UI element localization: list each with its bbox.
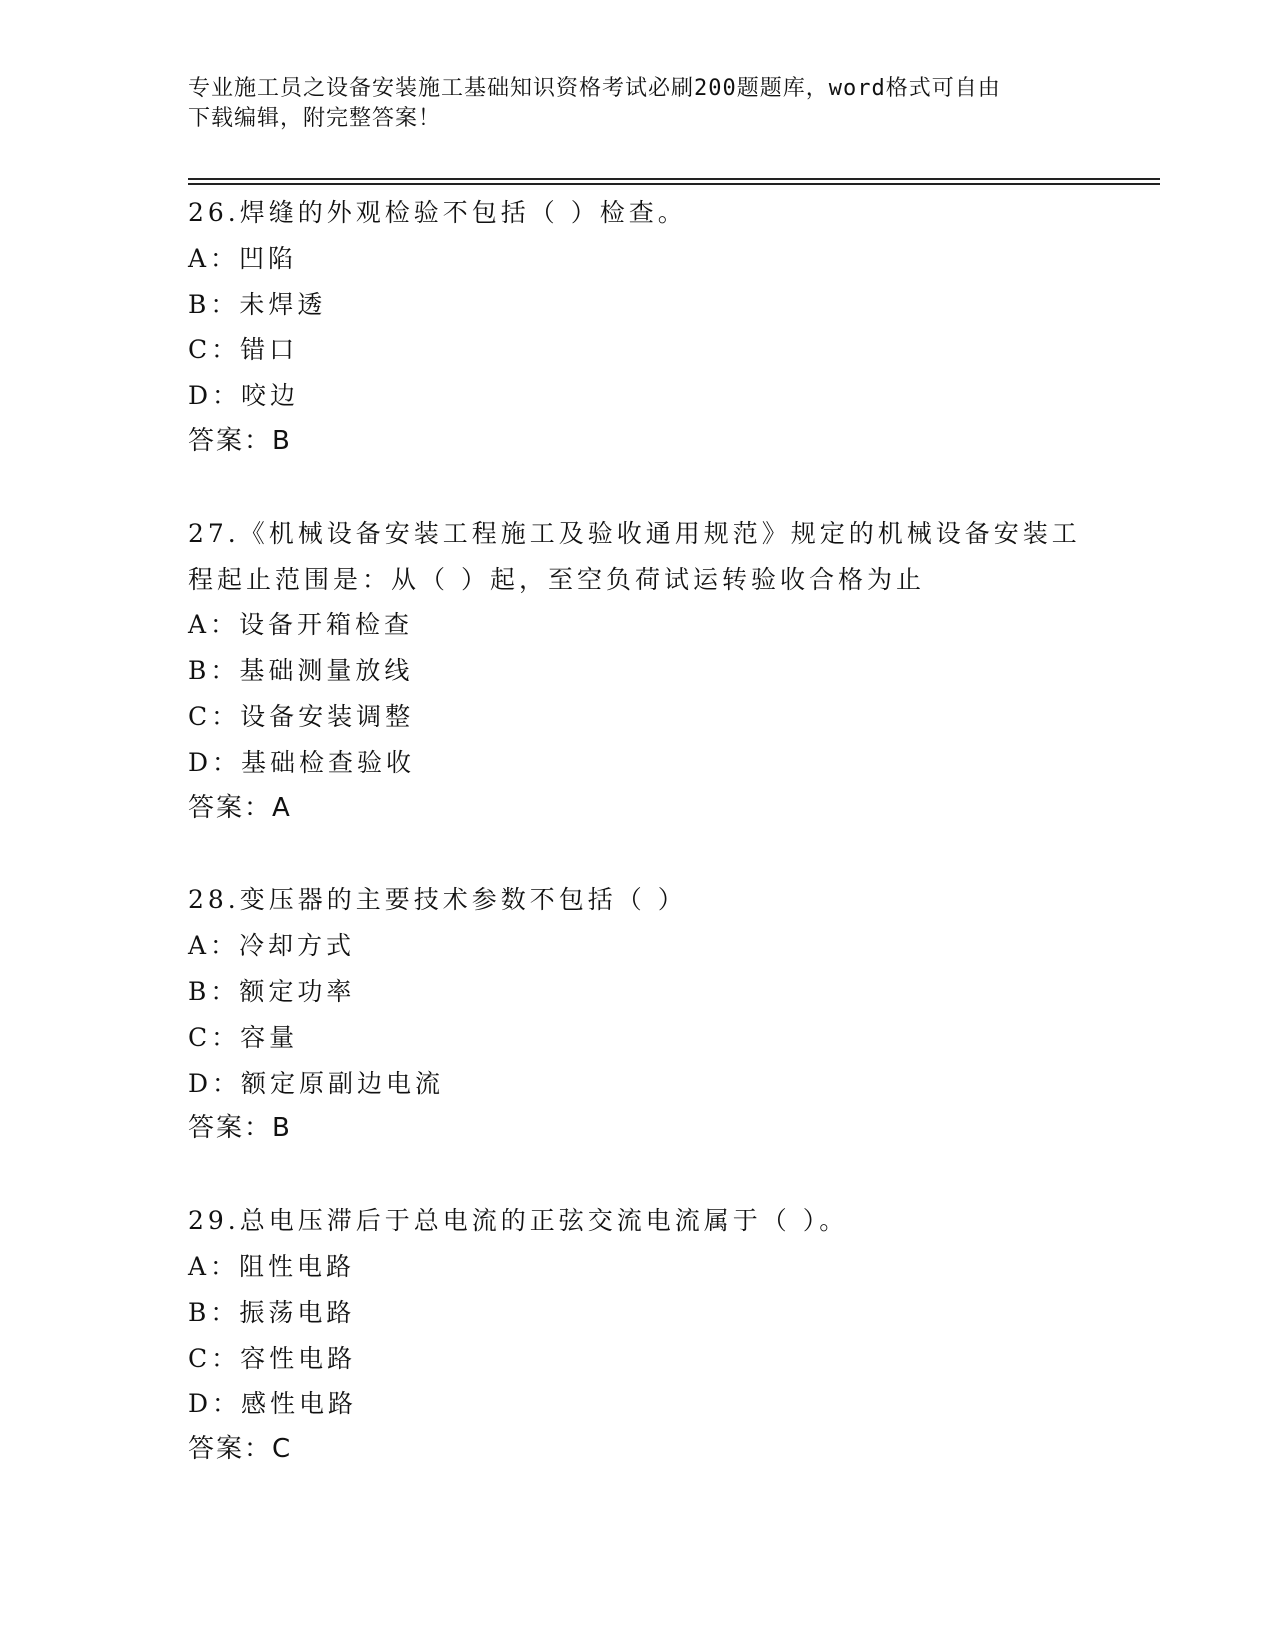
question-26 [188, 190, 1148, 465]
answer-line: 答案：C [188, 1434, 293, 1465]
document-header [188, 74, 1088, 134]
question-stem: 28.变压器的主要技术参数不包括（ ） [188, 885, 687, 915]
option-b: B：基础测量放线 [188, 656, 414, 686]
question-stem: 29.总电压滞后于总电流的正弦交流电流属于（ ）。 [188, 1206, 849, 1236]
option-b: B：振荡电路 [188, 1297, 356, 1327]
answer-line: 答案：B [188, 425, 292, 456]
option-a: A：冷却方式 [188, 931, 356, 961]
option-a: A：凹陷 [188, 243, 298, 273]
option-d: D：咬边 [188, 381, 300, 411]
option-d: D：感性电路 [188, 1389, 358, 1419]
option-d: D：额定原副边电流 [188, 1068, 445, 1098]
question-stem: 27.《机械设备安装工程施工及验收通用规范》规定的机械设备安装工 [188, 518, 1081, 548]
option-c: C：错口 [188, 335, 299, 365]
question-list [188, 190, 1148, 1519]
header-line-2: 下载编辑，附完整答案！ [188, 106, 442, 131]
option-c: C：容量 [188, 1022, 299, 1052]
answer-line: 答案：A [188, 792, 292, 823]
option-a: A：设备开箱检查 [188, 610, 414, 640]
question-stem-continued: 程起止范围是：从（ ）起，至空负荷试运转验收合格为止 [188, 564, 925, 594]
question-28 [188, 877, 1148, 1152]
option-b: B：额定功率 [188, 976, 356, 1006]
question-29 [188, 1198, 1148, 1473]
header-divider-top [188, 178, 1160, 180]
option-c: C：设备安装调整 [188, 701, 415, 731]
option-a: A：阻性电路 [188, 1251, 356, 1281]
question-27 [188, 511, 1148, 832]
header-line-1: 专业施工员之设备安装施工基础知识资格考试必刷200题题库，word格式可自由 [188, 76, 1001, 101]
question-stem: 26.焊缝的外观检验不包括（ ）检查。 [188, 198, 687, 227]
option-b: B：未焊透 [188, 289, 327, 319]
option-c: C：容性电路 [188, 1343, 357, 1373]
answer-line: 答案：B [188, 1113, 292, 1144]
option-d: D：基础检查验收 [188, 747, 416, 777]
header-divider-bottom [188, 183, 1160, 185]
